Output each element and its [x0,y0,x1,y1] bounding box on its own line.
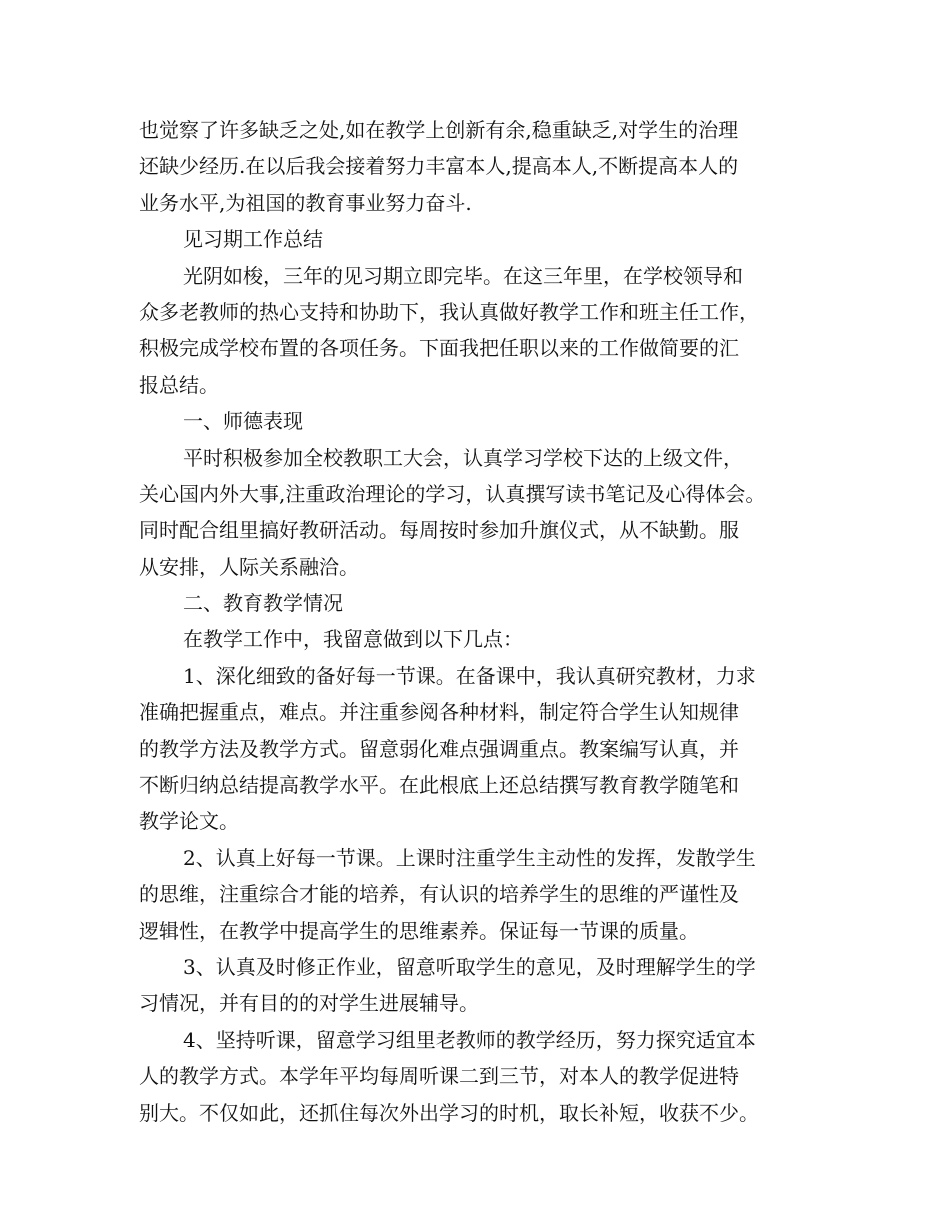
document-line: 别大。不仅如此，还抓住每次外出学习的时机，取长补短，收获不少。 [139,1100,759,1125]
document-line: 光阴如梭，三年的见习期立即完毕。在这三年里，在学校领导和 [183,263,743,288]
document-line: 2、认真上好每一节课。上课时注重学生主动性的发挥，发散学生 [183,845,756,870]
document-line: 的思维，注重综合才能的培养，有认识的培养学生的思维的严谨性及 [139,882,739,907]
document-line: 也觉察了许多缺乏之处,如在教学上创新有余,稳重缺乏,对学生的治理 [139,118,739,142]
document-line: 1、深化细致的备好每一节课。在备课中，我认真研究教材，力求 [183,663,756,688]
document-line: 二、教育教学情况 [183,591,343,616]
document-line: 一、师德表现 [183,409,303,434]
document-line: 的教学方法及教学方式。留意弱化难点强调重点。教案编写认真，并 [139,736,739,761]
document-line: 业务水平,为祖国的教育事业努力奋斗. [139,190,472,215]
document-line: 教学论文。 [139,809,239,834]
document-line: 从安排，人际关系融洽。 [139,554,359,579]
document-line: 同时配合组里搞好教研活动。每周按时参加升旗仪式，从不缺勤。服 [139,518,739,543]
document-line: 积极完成学校布置的各项任务。下面我把任职以来的工作做简要的汇 [139,336,739,361]
document-line: 见习期工作总结 [183,227,323,252]
document-line: 报总结。 [139,372,219,397]
document-line: 准确把握重点，难点。并注重参阅各种材料，制定符合学生认知规律 [139,700,739,725]
document-line: 在教学工作中，我留意做到以下几点： [183,627,523,652]
document-line: 逻辑性，在教学中提高学生的思维素养。保证每一节课的质量。 [139,918,699,943]
document-line: 不断归纳总结提高教学水平。在此根底上还总结撰写教育教学随笔和 [139,773,739,798]
document-line: 众多老教师的热心支持和协助下，我认真做好教学工作和班主任工作， [139,299,759,324]
document-body [139,112,829,1131]
document-line: 习情况，并有目的的对学生进展辅导。 [139,991,479,1016]
document-line: 3、认真及时修正作业，留意听取学生的意见，及时理解学生的学 [183,954,756,979]
document-line: 还缺少经历.在以后我会接着努力丰富本人,提高本人,不断提高本人的 [139,154,739,179]
document-line: 关心国内外大事,注重政治理论的学习，认真撰写读书笔记及心得体会。 [139,481,766,506]
document-line: 平时积极参加全校教职工大会，认真学习学校下达的上级文件， [183,445,743,470]
document-line: 人的教学方式。本学年平均每周听课二到三节，对本人的教学促进特 [139,1064,739,1089]
document-line: 4、坚持听课，留意学习组里老教师的教学经历，努力探究适宜本 [183,1027,756,1052]
